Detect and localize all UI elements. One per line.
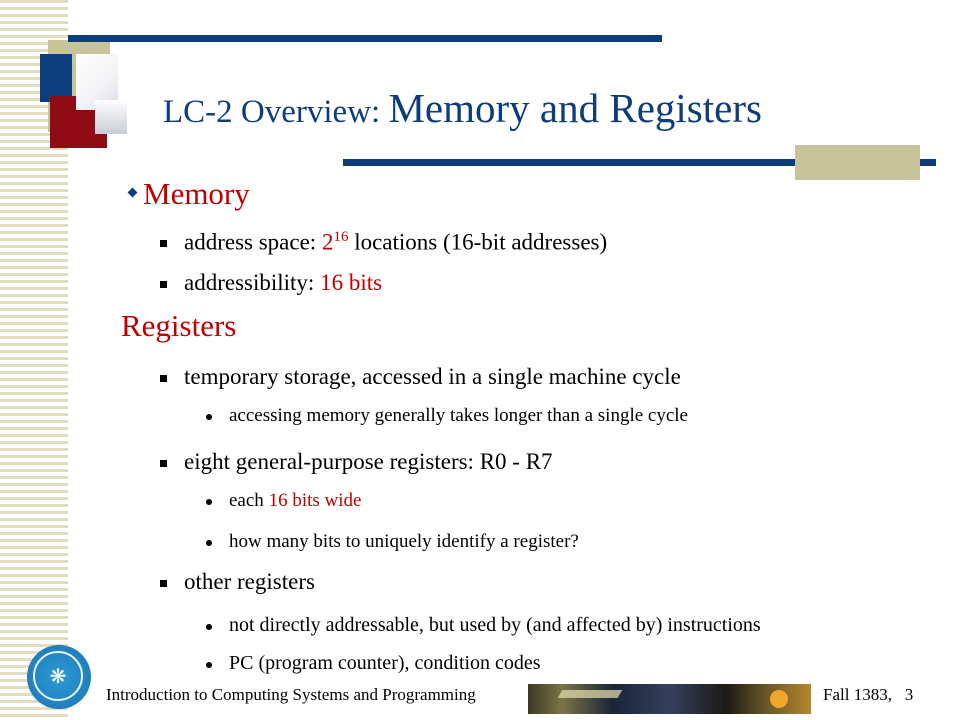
footer-term-page (823, 685, 913, 705)
addressibility-value: 16 bits (320, 270, 383, 295)
address-space-item (184, 229, 607, 256)
title-main: Memory and Registers (388, 85, 762, 131)
address-space-label: address space: (184, 229, 322, 255)
dot-bullet-icon (206, 414, 212, 420)
registers-subitem-not-addressable: not directly addressable, but used by (and affected by) instructions (229, 614, 761, 636)
registers-item-temporary-storage: temporary storage, accessed in a single machine cycle (184, 364, 681, 389)
diamond-bullet-icon (128, 188, 138, 198)
square-bullet-icon (160, 460, 167, 467)
title-prefix: LC-2 Overview: (163, 94, 389, 130)
decor-block-right (795, 145, 920, 180)
square-bullet-icon (160, 240, 167, 247)
registers-item-other: other registers (184, 569, 315, 594)
slide-title (163, 84, 762, 133)
footer-course-title: Introduction to Computing Systems and Programming (106, 685, 476, 704)
logo-emblem-icon: ❋ (49, 666, 67, 688)
square-bullet-icon (160, 580, 167, 587)
registers-subitem-width (229, 490, 361, 512)
address-space-base: 2 (321, 229, 334, 255)
dot-bullet-icon (206, 499, 212, 505)
width-value: 16 bits wide (268, 490, 362, 511)
address-space-suffix: locations (16-bit addresses) (348, 229, 608, 255)
page-number: 3 (904, 685, 914, 704)
dot-bullet-icon (206, 662, 212, 668)
square-bullet-icon (160, 375, 167, 382)
memory-heading: Memory (143, 176, 250, 211)
decor-line-top (68, 35, 662, 42)
registers-subitem-memory-access: accessing memory generally takes longer than a single cycle (229, 405, 688, 426)
decorative-banner-image (528, 684, 811, 714)
registers-subitem-pc: PC (program counter), condition codes (229, 652, 541, 674)
width-prefix: each (229, 490, 269, 511)
footer-term: Fall 1383, (823, 685, 892, 704)
addressibility-label: addressibility: (184, 270, 321, 295)
square-bullet-icon (160, 281, 167, 288)
addressibility-item (184, 270, 382, 296)
address-space-exponent: 16 (333, 229, 349, 245)
dot-bullet-icon (206, 624, 212, 630)
decor-square-gradient (95, 100, 127, 134)
banner-sun-icon (770, 690, 788, 708)
banner-highlight (558, 690, 623, 698)
registers-subitem-identify-question: how many bits to uniquely identify a register? (229, 531, 579, 552)
decor-square-navy (40, 54, 72, 102)
registers-heading: Registers (121, 308, 237, 343)
registers-item-general-purpose: eight general-purpose registers: R0 - R7 (184, 449, 553, 474)
dot-bullet-icon (206, 540, 212, 546)
